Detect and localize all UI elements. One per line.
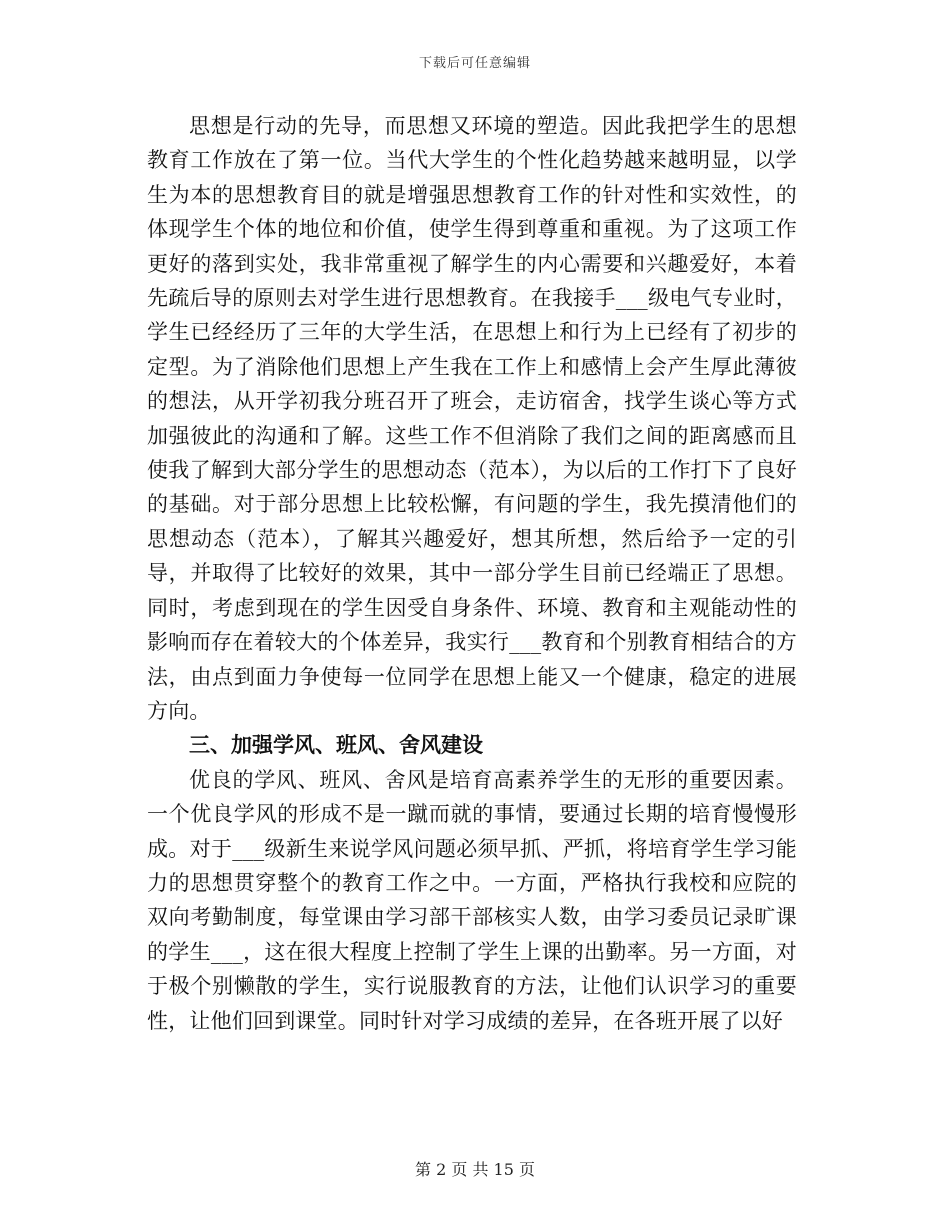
page-number: 第 2 页 共 15 页 [415, 1160, 535, 1179]
page-header-note: 下载后可任意编辑 [418, 56, 531, 71]
paragraph-study-style: 优良的学风、班风、舍风是培育高素养学生的无形的重要因素。一个优良学风的形成不是一蹴而就的事情，要通过长期的培育慢慢形成。对于___级新生来说学风问题必须早抓、严抓，将培育学生学习能力的思想贯穿整个的教育工作之中。一方面，严格执行我校和应院的双向考勤制度，每堂课由学习部干部核实人数，由学习委员记录旷课的学生___，这在很大程度上控制了学生上课的出勤率。另一方面，对于极个别懒散的学生，实行说服教育的方法，让他们认识学习的重要性，让他们回到课堂。同时针对学习成绩的差异，在各班开展了以好 [147, 767, 797, 1033]
paragraph-thought-education: 思想是行动的先导，而思想又环境的塑造。因此我把学生的思想教育工作放在了第一位。当代大学生的个性化趋势越来越明显，以学生为本的思想教育目的就是增强思想教育工作的针对性和实效性，的体现学生个体的地位和价值，使学生得到尊重和重视。为了这项工作更好的落到实处，我非常重视了解学生的内心需要和兴趣爱好，本着先疏后导的原则去对学生进行思想教育。在我接手___级电气专业时，学生已经经历了三年的大学生活，在思想上和行为上已经有了初步的定型。为了消除他们思想上产生我在工作上和感情上会产生厚此薄彼的想法，从开学初我分班召开了班会，走访宿舍，找学生谈心等方式加强彼此的沟通和了解。这些工作不但消除了我们之间的距离感而且使我了解到大部分学生的思想动态（范本），为以后的工作打下了良好的基础。对于部分思想上比较松懈，有问题的学生，我先摸清他们的思想动态（范本），了解其兴趣爱好，想其所想，然后给予一定的引导，并取得了比较好的效果，其中一部分学生目前已经端正了思想。同时，考虑到现在的学生因受自身条件、环境、教育和主观能动性的影响而存在着较大的个体差异，我实行___教育和个别教育相结合的方法，由点到面力争使每一位同学在思想上能又一个健康，稳定的进展方向。 [147, 114, 797, 723]
section-heading: 三、加强学风、班风、舍风建设 [189, 733, 483, 758]
document-body [147, 109, 797, 1038]
